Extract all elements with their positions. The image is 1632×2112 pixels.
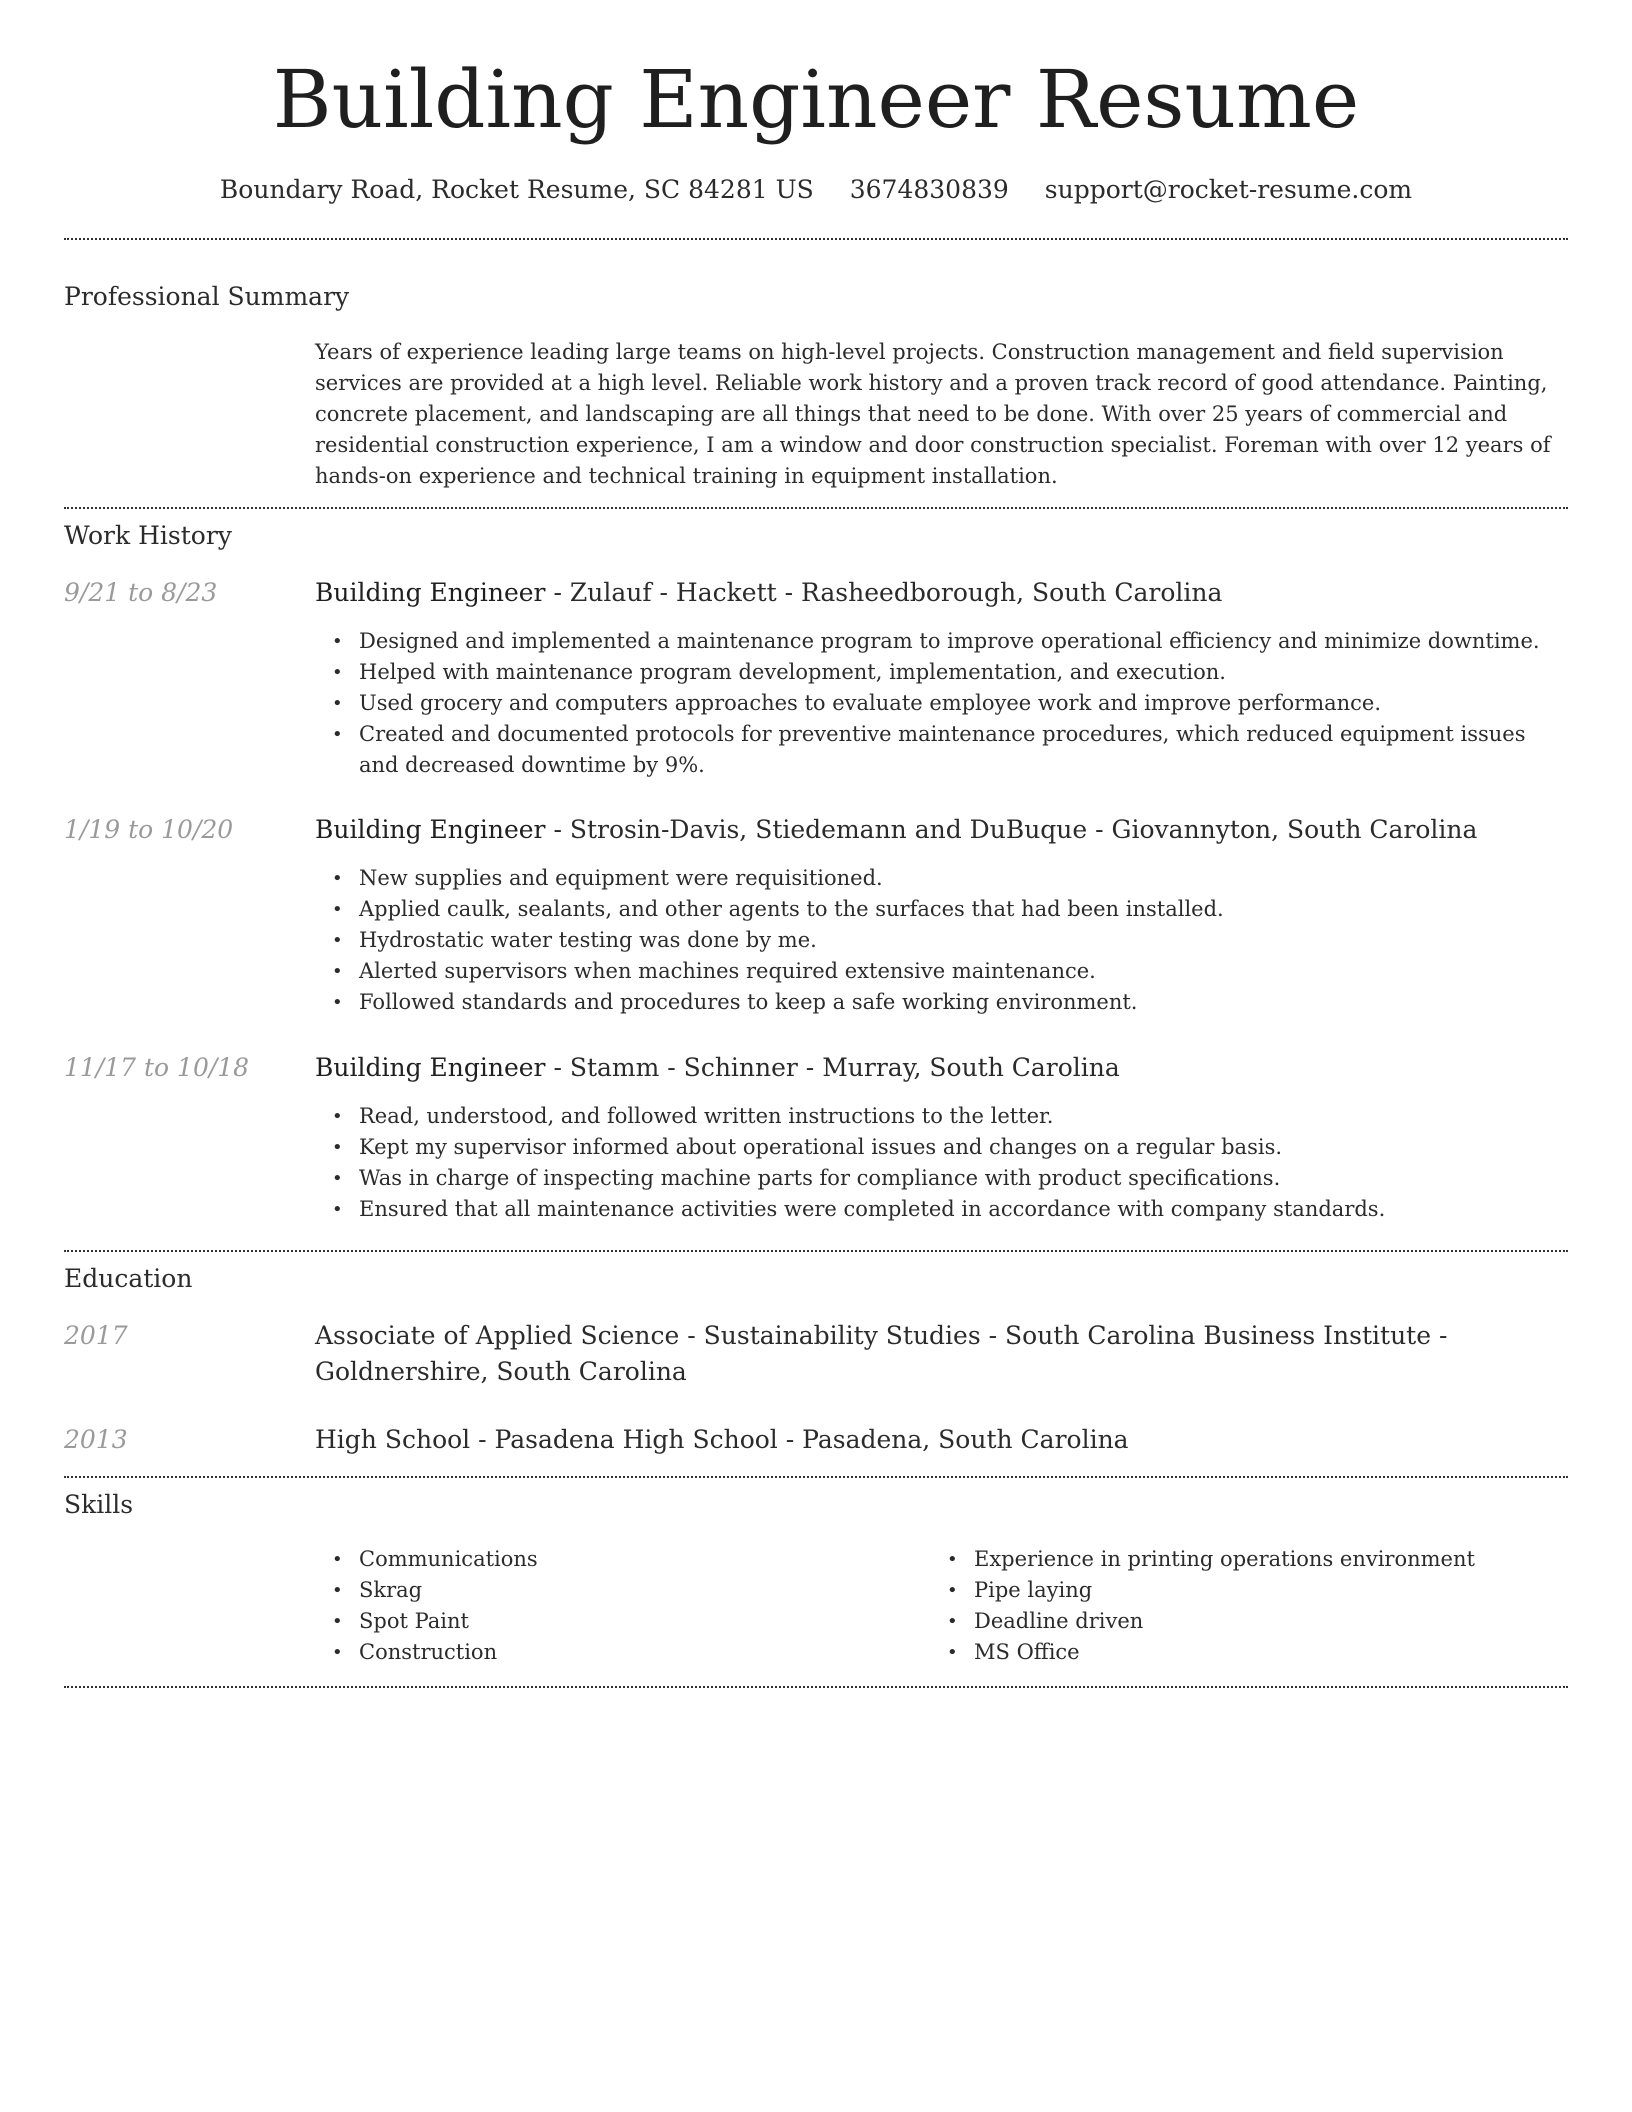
job-details: - Stamm - Schinner - Murray, South Carolina	[545, 1053, 1120, 1082]
skill-item: • Experience in printing operations environment	[974, 1544, 1475, 1575]
skills-list-right	[930, 1544, 1475, 1668]
education-entry	[315, 1318, 1568, 1390]
section-heading-summary: Professional Summary	[64, 282, 350, 311]
education-details: - South Carolina Business Institute - Goldnershire, South Carolina	[315, 1321, 1448, 1386]
skill-item: • Communications	[359, 1544, 538, 1575]
education-entry	[315, 1422, 1568, 1458]
skill-item: • MS Office	[974, 1637, 1475, 1668]
job-dates: 11/17 to 10/18	[64, 1053, 250, 1082]
list-item: • Was in charge of inspecting machine parts for compliance with product specifications.	[359, 1163, 1555, 1194]
education-degree: Associate of Applied Science - Sustainability Studies	[315, 1321, 981, 1350]
education-year: 2013	[64, 1425, 128, 1454]
divider	[64, 1476, 1568, 1478]
skill-item: • Spot Paint	[359, 1606, 538, 1637]
divider	[64, 1250, 1568, 1252]
list-item: • Hydrostatic water testing was done by me.	[359, 925, 1555, 956]
contact-email[interactable]: support@rocket-resume.com	[1044, 175, 1413, 204]
job-title	[315, 575, 1568, 611]
contact-address: Boundary Road, Rocket Resume, SC 84281 US	[219, 175, 814, 204]
section-heading-education: Education	[64, 1264, 193, 1293]
skill-item: • Deadline driven	[974, 1606, 1475, 1637]
section-heading-skills: Skills	[64, 1490, 134, 1519]
divider	[64, 1686, 1568, 1688]
job-bullets	[315, 626, 1555, 781]
list-item: • Kept my supervisor informed about operational issues and changes on a regular basis.	[359, 1132, 1555, 1163]
list-item: • Used grocery and computers approaches to evaluate employee work and improve performance.	[359, 688, 1555, 719]
job-bullets	[315, 863, 1555, 1018]
skill-item: • Pipe laying	[974, 1575, 1475, 1606]
list-item: • Followed standards and procedures to keep a safe working environment.	[359, 987, 1555, 1018]
list-item: • New supplies and equipment were requisitioned.	[359, 863, 1555, 894]
list-item: • Helped with maintenance program development, implementation, and execution.	[359, 657, 1555, 688]
list-item: • Designed and implemented a maintenance program to improve operational efficiency and minimize downtime.	[359, 626, 1555, 657]
job-role: Building Engineer	[315, 815, 546, 844]
education-year: 2017	[64, 1321, 128, 1350]
divider	[64, 507, 1568, 509]
list-item: • Read, understood, and followed written instructions to the letter.	[359, 1101, 1555, 1132]
list-item: • Alerted supervisors when machines required extensive maintenance.	[359, 956, 1555, 987]
skill-item: • Skrag	[359, 1575, 538, 1606]
education-degree: High School	[315, 1425, 471, 1454]
job-details: - Zulauf - Hackett - Rasheedborough, South Carolina	[545, 578, 1223, 607]
skill-item: • Construction	[359, 1637, 538, 1668]
section-heading-work: Work History	[64, 521, 232, 550]
job-dates: 1/19 to 10/20	[64, 815, 234, 844]
job-title	[315, 812, 1568, 848]
education-details: - Pasadena High School - Pasadena, South Carolina	[470, 1425, 1129, 1454]
contact-phone: 3674830839	[849, 175, 1009, 204]
contact-line	[64, 170, 1568, 210]
job-role: Building Engineer	[315, 578, 546, 607]
list-item: • Applied caulk, sealants, and other agents to the surfaces that had been installed.	[359, 894, 1555, 925]
job-role: Building Engineer	[315, 1053, 546, 1082]
list-item: • Ensured that all maintenance activities were completed in accordance with company standards.	[359, 1194, 1555, 1225]
divider	[64, 238, 1568, 240]
job-dates: 9/21 to 8/23	[64, 578, 218, 607]
summary-text: Years of experience leading large teams on high-level projects. Construction management and field supervision services are provided at a high level. Reliable work history and a proven track record of good attendance. Painting, concrete placement, and landscaping are all things that need to be done. With over 25 years of commercial and residential construction experience, I am a window and door construction specialist. Foreman with over 12 years of hands-on experience and technical training in equipment installation.	[315, 340, 1551, 488]
job-bullets	[315, 1101, 1555, 1225]
list-item: • Created and documented protocols for preventive maintenance procedures, which reduced equipment issues and decreased downtime by 9%.	[359, 719, 1555, 781]
page-title: Building Engineer Resume	[272, 53, 1360, 146]
job-title	[315, 1050, 1568, 1086]
job-details: - Strosin-Davis, Stiedemann and DuBuque - Giovannyton, South Carolina	[545, 815, 1478, 844]
skills-list-left	[315, 1544, 538, 1668]
